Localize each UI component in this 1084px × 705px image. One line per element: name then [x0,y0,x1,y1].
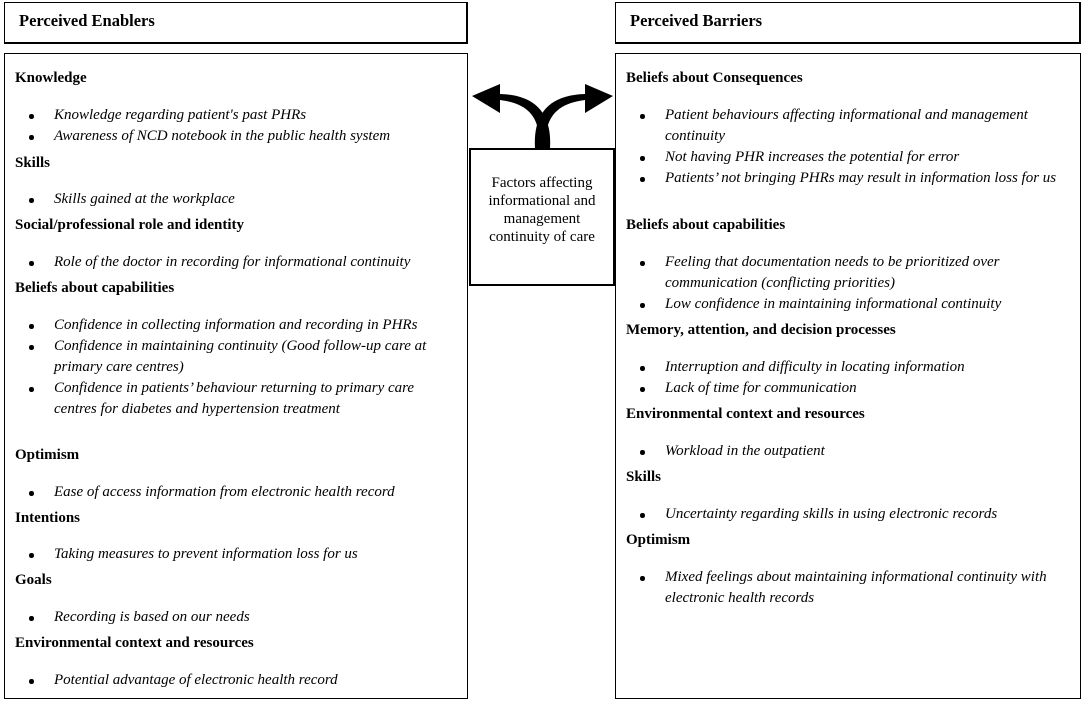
enabler-item: Role of the doctor in recording for informational continuity [5,252,463,273]
enabler-category-title: Goals [15,572,52,588]
center-factors-box [469,148,615,286]
enabler-category-title: Environmental context and resources [15,635,254,651]
barrier-item: Patient behaviours affecting informational and management continuity [616,105,1078,147]
enabler-category-title: Knowledge [15,70,87,86]
arrow-to-barriers-icon [535,84,613,148]
enabler-item: Confidence in collecting information and recording in PHRs [5,315,435,336]
enabler-item: Taking measures to prevent information loss for us [5,544,463,565]
enabler-item: Recording is based on our needs [5,607,463,628]
enabler-category-title: Beliefs about capabilities [15,280,175,296]
enabler-item: Potential advantage of electronic health record [5,670,463,691]
barrier-item: Lack of time for communication [616,378,1078,399]
enabler-item: Awareness of NCD notebook in the public health system [5,126,463,147]
enablers-header-label: Perceived Enablers [19,11,155,30]
barrier-item: Not having PHR increases the potential for error [616,147,1078,168]
barrier-category-title: Optimism [626,532,691,548]
barrier-category-title: Skills [626,469,662,485]
center-label: Factors affecting informational and management continuity of care [488,175,596,245]
enabler-category-title: Skills [15,155,51,171]
barrier-item: Workload in the outpatient [616,441,1078,462]
arrow-to-enablers-icon [472,84,550,148]
barrier-item: Mixed feelings about maintaining informational continuity with electronic health records [616,567,1078,609]
enabler-item: Confidence in maintaining continuity (Good follow-up care at primary care centres) [5,336,435,378]
enabler-item: Ease of access information from electronic health record [5,482,463,503]
barriers-header [615,2,1081,44]
barriers-header-label: Perceived Barriers [630,11,763,30]
enablers-panel [4,53,468,699]
barrier-item: Feeling that documentation needs to be prioritized over communication (conflicting priorities) [616,252,1078,294]
barrier-category-title: Beliefs about Consequences [626,70,803,86]
enabler-item: Confidence in patients’ behaviour returning to primary care centres for diabetes and hypertension treatment [5,378,435,420]
enabler-category-title: Optimism [15,447,80,463]
barrier-category-title: Memory, attention, and decision processes [626,322,896,338]
barrier-item: Interruption and difficulty in locating information [616,357,1078,378]
barrier-item: Patients’ not bringing PHRs may result in information loss for us [616,168,1078,189]
barriers-panel [615,53,1081,699]
enabler-category-title: Intentions [15,510,81,526]
barrier-category-title: Beliefs about capabilities [626,217,786,233]
enabler-category-title: Social/professional role and identity [15,217,245,233]
barrier-item: Low confidence in maintaining informational continuity [616,294,1078,315]
enabler-item: Knowledge regarding patient's past PHRs [5,105,463,126]
enabler-item: Skills gained at the workplace [5,189,463,210]
barrier-category-title: Environmental context and resources [626,406,865,422]
barrier-item: Uncertainty regarding skills in using electronic records [616,504,1078,525]
enablers-header [4,2,468,44]
